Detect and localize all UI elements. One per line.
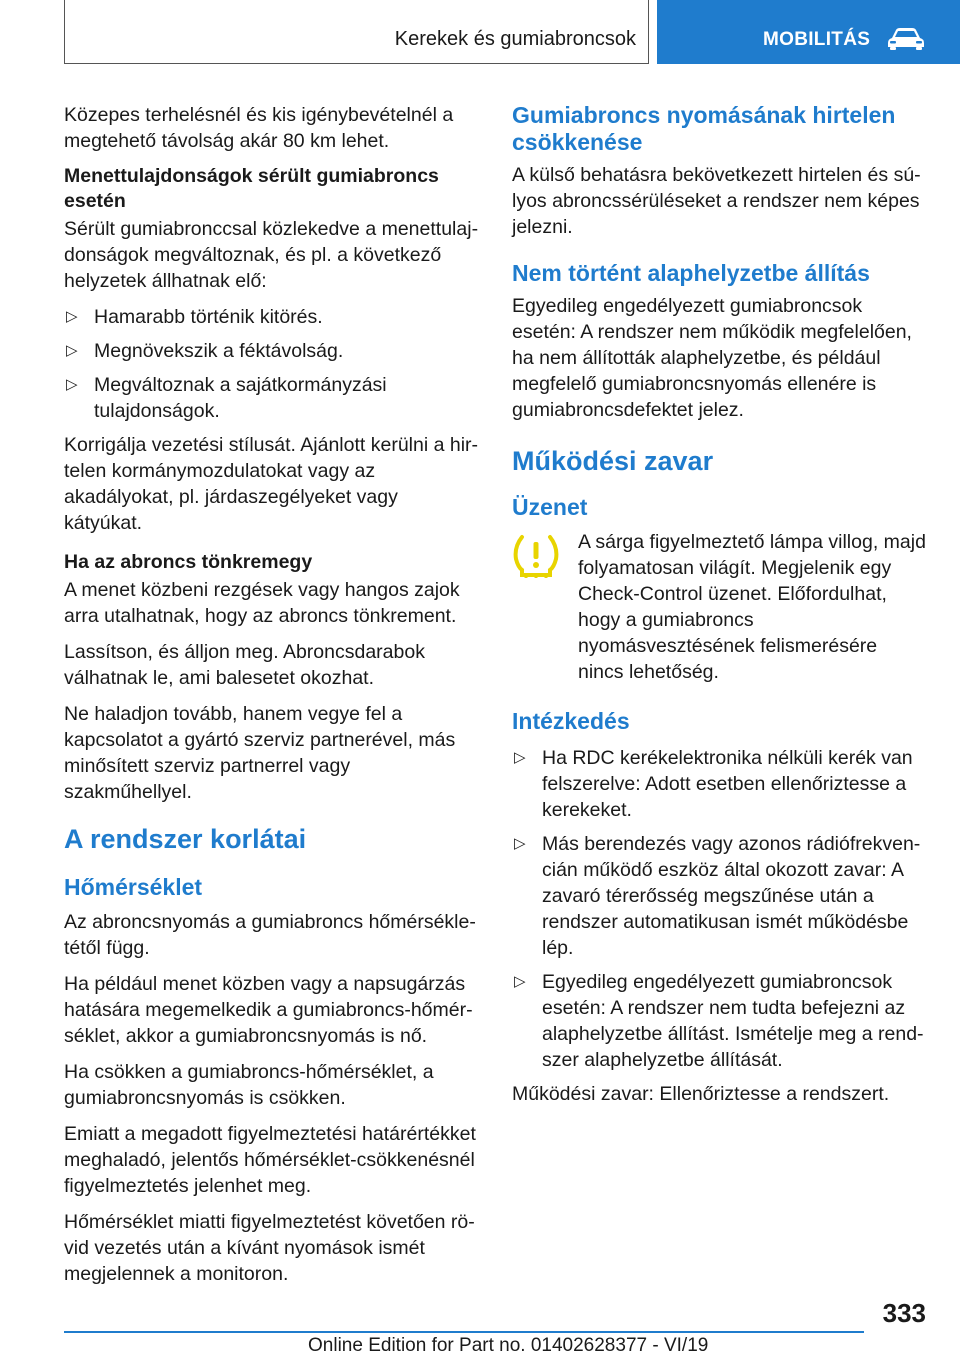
list-item-text: Más berendezés vagy azonos rádiófrekvencián működő eszköz által okozott zavar: A zavaró térerősség megszűnése után a rendszer automatikusan ismét működésbe lép. <box>542 833 921 959</box>
section-subheading: Gumiabroncs nyomásának hirtelen csökkenése <box>512 102 896 155</box>
footer-divider <box>64 1331 864 1333</box>
paragraph: Ha csökken a gumiabroncs-hőmérséklet, a gumiabroncsnyomás is csökken. <box>64 1061 434 1109</box>
tire-pressure-warning-icon <box>512 533 560 579</box>
warning-text: A sárga figyelmeztető lámpa villog, majd folyamatosan világít. Megjelenik egy Check-Control üzenet. Előfordulhat, hogy a gumiabroncs nyomásvesztésének felismerésére nincs lehetőség. <box>578 531 926 683</box>
paragraph: Ne haladjon tovább, hanem vegye fel a kapcsolatot a gyártó szerviz partnerével, más minősített szerviz partnerrel vagy szakműhellyel. <box>64 703 456 803</box>
list-item <box>64 304 480 330</box>
bullet-list <box>512 745 928 1073</box>
section-subheading: Üzenet <box>512 494 588 520</box>
section-header <box>64 0 649 64</box>
warning-block <box>512 529 928 685</box>
footer-edition-text: Online Edition for Part no. 01402628377 - VI/19 <box>308 1335 709 1356</box>
triangle-bullet-icon: ▷ <box>66 376 78 393</box>
paragraph: Lassítson, és álljon meg. Abroncsdarabok válhatnak le, ami balesetet okozhat. <box>64 641 425 689</box>
section-heading: Működési zavar <box>512 446 714 476</box>
section-subheading: Nem történt alaphelyzetbe állítás <box>512 260 870 286</box>
chapter-tab <box>657 0 960 64</box>
triangle-bullet-icon: ▷ <box>514 973 526 990</box>
triangle-bullet-icon: ▷ <box>514 835 526 852</box>
section-title: Kerekek és gumiabroncsok <box>394 28 636 50</box>
list-item <box>64 372 480 424</box>
list-item-text: Egyedileg engedélyezett gumiabroncsok esetén: A rendszer nem tudta befejezni az alaphelyzetbe állítást. Ismételje meg a rendszer alaphelyzetbe állítását. <box>542 971 924 1071</box>
list-item <box>64 338 480 364</box>
list-item-text: Megnövekszik a féktávolság. <box>94 340 344 362</box>
paragraph: A menet közbeni rezgések vagy hangos zajok arra utalhatnak, hogy az abroncs tönkrement. <box>64 579 460 627</box>
subheading: Menettulajdonságok sérült gumiabroncs esetén <box>64 165 439 212</box>
paragraph: Sérült gumiabronccsal közlekedve a menettulajdonságok megváltoznak, és pl. a következő helyzetek állhatnak elő: <box>64 218 479 292</box>
car-icon <box>886 27 926 51</box>
paragraph: Korrigálja vezetési stílusát. Ajánlott kerülni a hirtelen kormánymozdulatokat vagy az akadályokat, pl. járdaszegélyeket vagy kátyúkat. <box>64 434 479 534</box>
section-subheading: Hőmérséklet <box>64 874 203 900</box>
list-item <box>512 831 928 961</box>
list-item-text: Hamarabb történik kitörés. <box>94 306 323 328</box>
right-column <box>512 102 928 1117</box>
bullet-list <box>64 304 480 424</box>
paragraph: Ha például menet közben vagy a napsugárzás hatására megemelkedik a gumiabroncs-hőmérséklet, akkor a gumiabroncsnyomás is nő. <box>64 973 473 1047</box>
paragraph: Működési zavar: Ellenőriztesse a rendszert. <box>512 1083 890 1105</box>
left-column <box>64 102 480 1297</box>
triangle-bullet-icon: ▷ <box>514 749 526 766</box>
chapter-title: MOBILITÁS <box>763 29 871 50</box>
section-subheading: Intézkedés <box>512 708 630 734</box>
section-heading: A rendszer korlátai <box>64 824 307 854</box>
list-item-text: Ha RDC kerékelektronika nélküli kerék van felszerelve: Adott esetben ellenőriztesse a kerekeket. <box>542 747 913 821</box>
triangle-bullet-icon: ▷ <box>66 308 78 325</box>
list-item <box>512 969 928 1073</box>
paragraph: Emiatt a megadott figyelmeztetési határértékket meghaladó, jelentős hőmérséklet-csökkenésnél figyelmeztetés jelenhet meg. <box>64 1123 476 1197</box>
page-header <box>0 0 960 66</box>
list-item <box>512 745 928 823</box>
page-number: 333 <box>882 1298 926 1328</box>
list-item-text: Megváltoznak a sajátkormányzási tulajdonságok. <box>94 374 387 422</box>
paragraph: Egyedileg engedélyezett gumiabroncsok esetén: A rendszer nem működik megfelelően, ha nem állították alaphelyzetbe, és például megfelelő gumiabroncsnyomás ellenére is gumiabroncsdefektet jelez. <box>512 295 912 421</box>
triangle-bullet-icon: ▷ <box>66 342 78 359</box>
paragraph: Az abroncsnyomás a gumiabroncs hőmérsékletétől függ. <box>64 911 476 959</box>
paragraph: A külső behatásra bekövetkezett hirtelen és súlyos abroncssérüléseket a rendszer nem képes jelezni. <box>512 164 921 238</box>
subheading: Ha az abroncs tönkremegy <box>64 551 313 573</box>
paragraph: Hőmérséklet miatti figyelmeztetést követően rövid vezetés után a kívánt nyomások ismét megjelennek a monitoron. <box>64 1211 475 1285</box>
paragraph: Közepes terhelésnél és kis igénybevételnél a megtehető távolság akár 80 km lehet. <box>64 104 454 152</box>
